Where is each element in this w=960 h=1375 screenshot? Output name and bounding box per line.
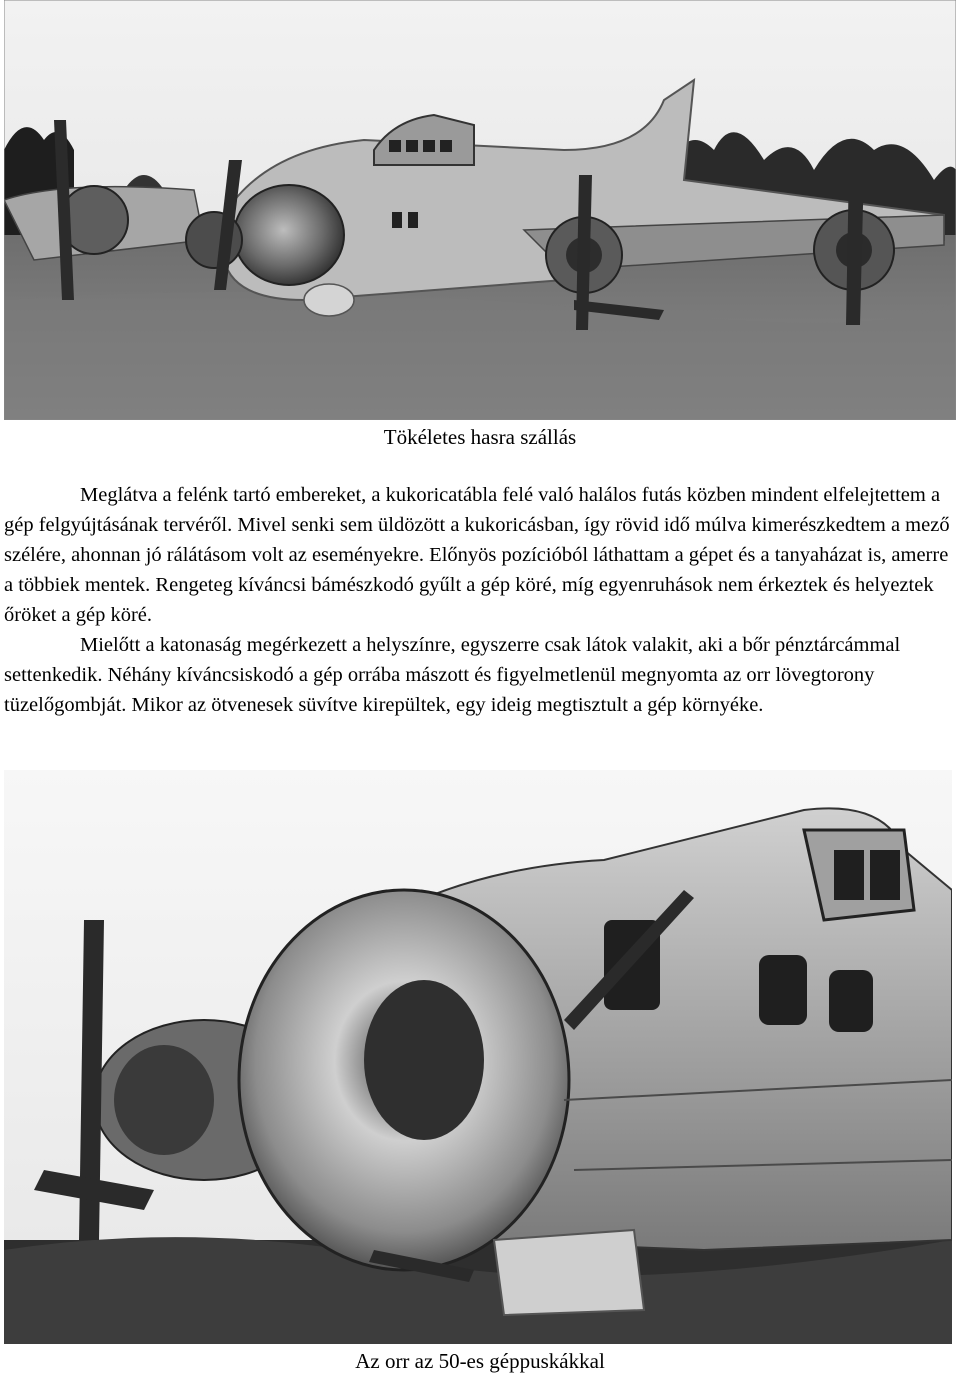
paragraph: Meglátva a felénk tartó embereket, a kukoricatábla felé való halálos futás közben mindent elfelejtettem a gép felgyújtásának tervéről. Mivel senki sem üldözött a kukoricásban, így rövid idő múlva kimerészkedtem a mező szélére, ahonnan jó rálátásom volt az eseményekre. Előnyös pozícióból láthattam a gépet és a tanyaházat is, amerre a többiek mentek. Rengeteg kíváncsi bámészkodó gyűlt a gép köré, míg egyenruhások nem érkeztek és helyeztek őröket a gép köré. [4,484,950,626]
article-body [4,480,956,720]
figure-caption: Tökéletes hasra szállás [383,425,577,449]
bomber-nose-closeup-photo [4,770,952,1344]
figure-caption: Az orr az 50-es géppuskákkal [355,1349,605,1373]
paragraph: Mielőtt a katonaság megérkezett a helyszínre, egyszerre csak látok valakit, aki a bőr pénztárcámmal settenkedik. Néhány kíváncsiskodó a gép orrába mászott és figyelmetlenül megnyomta az orr lövegtorony tüzelőgombját. Mikor az ötvenesek süvítve kirepültek, egy ideig megtisztult a gép környéke. [4,634,901,716]
belly-landed-bomber-photo [4,0,956,420]
